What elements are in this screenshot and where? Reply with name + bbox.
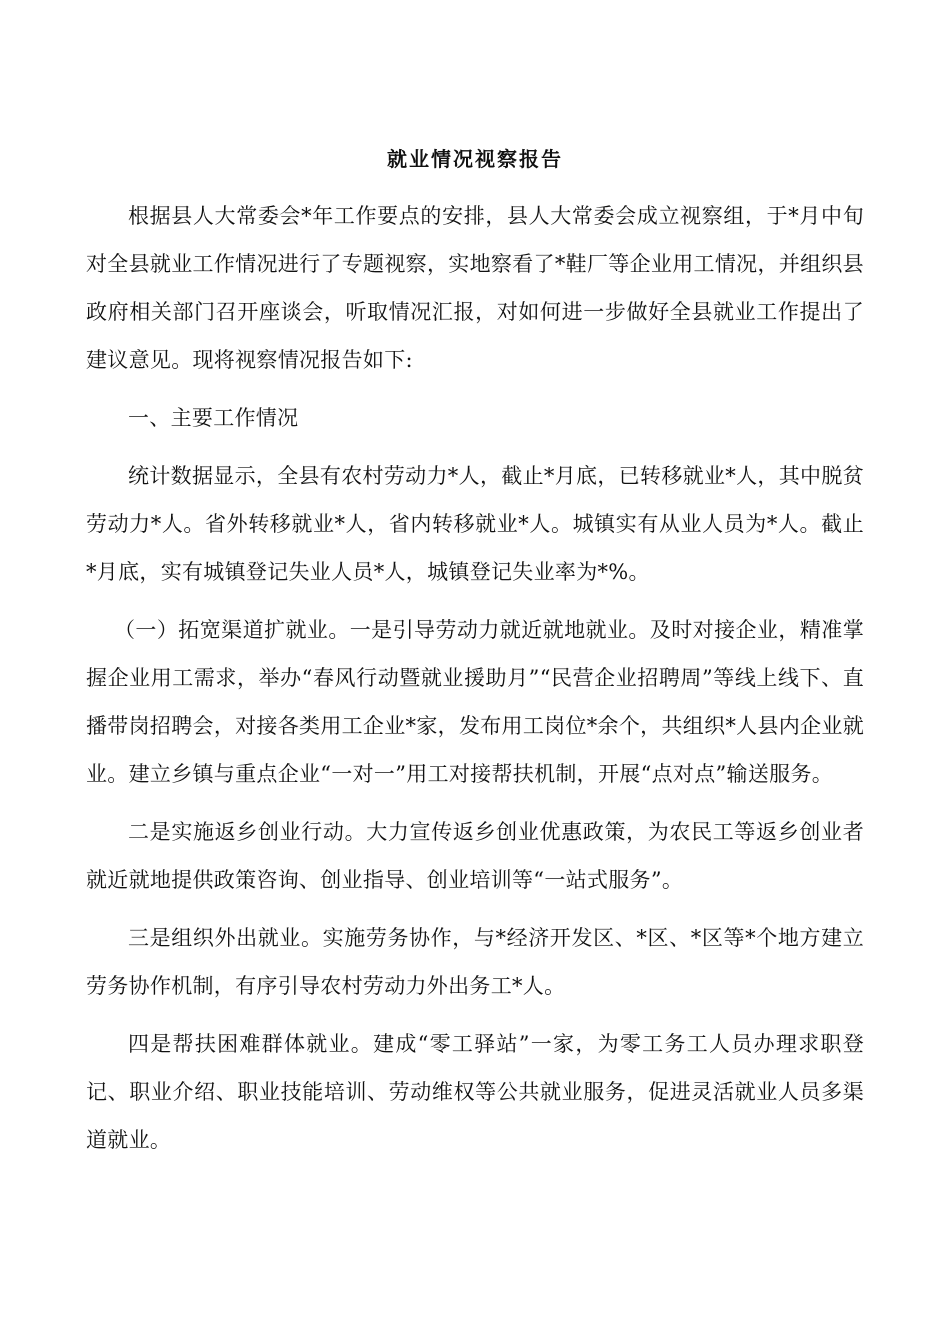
paragraph-outbound-employment: 三是组织外出就业。实施劳务协作，与*经济开发区、*区、*区等*个地方建立劳务协作机制，有序引导农村劳动力外出务工*人。 [86,926,864,998]
document-body [86,192,864,1174]
section-heading: 一、主要工作情况 [128,406,299,430]
paragraph-intro: 根据县人大常委会*年工作要点的安排，县人大常委会成立视察组，于*月中旬对全县就业工作情况进行了专题视察，实地察看了*鞋厂等企业用工情况，并组织县政府相关部门召开座谈会，听取情况汇报，对如何进一步做好全县就业工作提出了建议意见。现将视察情况报告如下: [86,204,864,372]
paragraph-broaden-channels: （一）拓宽渠道扩就业。一是引导劳动力就近就地就业。及时对接企业，精准掌握企业用工需求，举办“春风行动暨就业援助月”“民营企业招聘周”等线上线下、直播带岗招聘会，对接各类用工企业*家，发布用工岗位*余个，共组织*人县内企业就业。建立乡镇与重点企业“一对一”用工对接帮扶机制，开展“点对点”输送服务。 [86,618,864,786]
paragraph-statistics: 统计数据显示，全县有农村劳动力*人，截止*月底，已转移就业*人，其中脱贫劳动力*人。省外转移就业*人，省内转移就业*人。城镇实有从业人员为*人。截止*月底，实有城镇登记失业人员*人，城镇登记失业率为*%。 [86,464,864,584]
paragraph-return-entrepreneurship: 二是实施返乡创业行动。大力宣传返乡创业优惠政策，为农民工等返乡创业者就近就地提供政策咨询、创业指导、创业培训等“一站式服务”。 [86,820,864,892]
paragraph-assist-groups: 四是帮扶困难群体就业。建成“零工驿站”一家，为零工务工人员办理求职登记、职业介绍、职业技能培训、劳动维权等公共就业服务，促进灵活就业人员多渠道就业。 [86,1032,864,1152]
document-title: 就业情况视察报告 [387,147,563,171]
